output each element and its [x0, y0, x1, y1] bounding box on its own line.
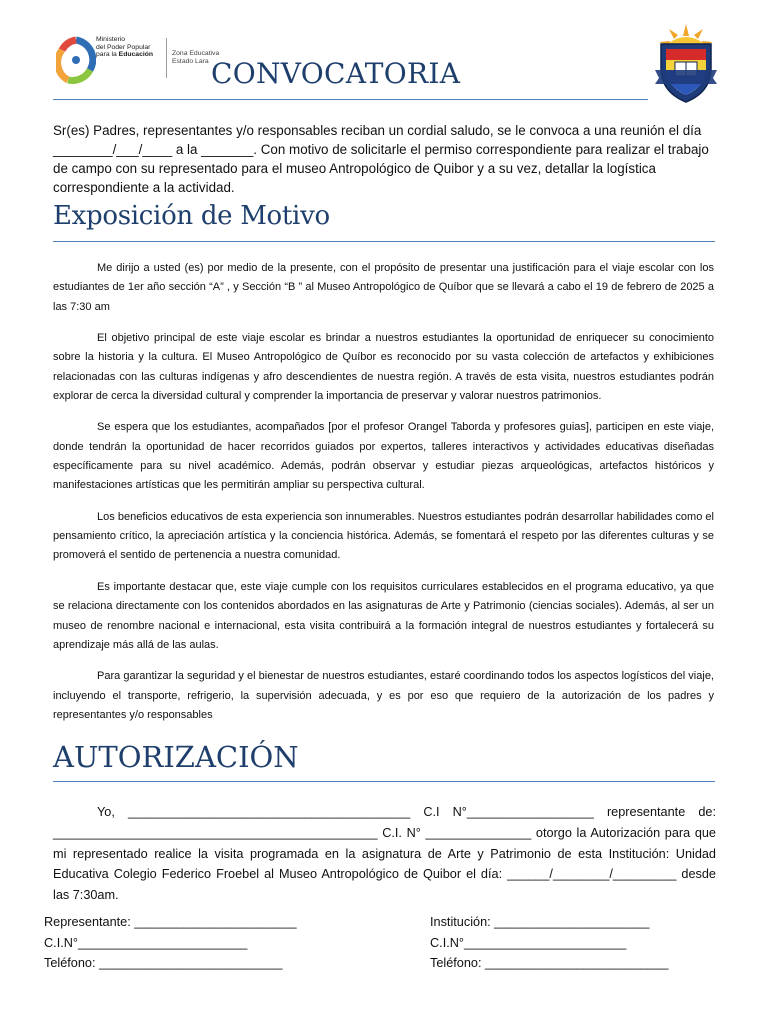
school-crest-icon — [651, 22, 721, 104]
representante-telefono-field[interactable]: Teléfono: __________________________ — [44, 956, 283, 971]
signature-block-left — [44, 912, 297, 974]
representante-field[interactable]: Representante: _______________________ — [44, 915, 297, 929]
ministry-line-1: Ministerio — [96, 36, 126, 43]
exposicion-paragraph-5: Es importante destacar que, este viaje cumple con los requisitos curriculares establecidos en el programa educativo, ya que se relaciona directamente con los contenidos abordados en las asignaturas de Arte y Patrimonio (ciencias sociales). Además, al ser un museo de renombre nacional e internacional, esta visita contribuirá a la formación integral de nuestros estudiantes y fortalecerá su aprendizaje más allá de las aulas. — [53, 580, 714, 651]
school-crest-graphic — [651, 22, 721, 104]
exposicion-paragraph-4: Los beneficios educativos de esta experiencia son innumerables. Nuestros estudiantes podrán desarrollar habilidades como el pensamiento crítico, la apreciación artística y la conciencia histórica. Además, se fomentará el respeto por las diferentes culturas y se promoverá el sentido de pertenencia a nuestra comunidad. — [53, 510, 714, 562]
exposicion-paragraph-2: El objetivo principal de este viaje escolar es brindar a nuestros estudiantes la oportunidad de enriquecer su conocimiento sobre la historia y la cultura. El Museo Antropológico de Quíbor es reconocido por su vasta colección de artefactos y exhibiciones relacionadas con las culturas indígenas y afro descendientes de nuestra región. A través de esta visita, nuestros estudiantes podrán explorar de cerca la diversidad cultural y comprender la importancia de preservar y valorar nuestros patrimonios. — [53, 332, 714, 402]
ministry-line-3-prefix: para la — [96, 51, 119, 59]
autorizacion-paragraph — [53, 802, 716, 906]
ministry-name — [96, 36, 153, 59]
title-underline — [53, 99, 648, 100]
ministry-of-education-logo — [56, 34, 220, 94]
exposicion-underline — [53, 241, 715, 242]
ministry-line-3-bold: Educación — [118, 51, 154, 59]
ministry-line-2: del Poder Popular — [96, 43, 151, 51]
representante-ci-field[interactable]: C.I.N°________________________ — [44, 935, 248, 950]
document-header — [0, 0, 768, 112]
ministry-emblem-icon — [56, 34, 96, 94]
exposicion-paragraph-6: Para garantizar la seguridad y el bienestar de nuestros estudiantes, estaré coordinando todos los aspectos logísticos del viaje, incluyendo el transporte, refrigerio, la supervisión adecuada, y es por eso que requiero de la autorización de los padres y representantes y/o responsables — [53, 670, 714, 721]
autorizacion-underline — [53, 781, 715, 782]
exposicion-body — [53, 259, 714, 725]
institucion-ci-field[interactable]: C.I.N°_______________________ — [430, 935, 627, 950]
institucion-telefono-field[interactable]: Teléfono: __________________________ — [430, 956, 669, 971]
exposicion-heading: Exposición de Motivo — [53, 201, 330, 231]
zone-line-2: Estado Lara — [172, 57, 209, 65]
ministry-line-3 — [96, 51, 153, 59]
document-title: CONVOCATORIA — [211, 57, 461, 90]
logo-divider — [166, 38, 167, 78]
autorizacion-heading: AUTORIZACIÓN — [53, 740, 299, 774]
exposicion-paragraph-1: Me dirijo a usted (es) por medio de la presente, con el propósito de presentar una justificación para el viaje escolar con los estudiantes de 1er año sección “A” , y Sección “B ” al Museo Antropológico de Quíbor que se llevará a cabo el 19 de febrero de 2025 a las 7:30 am — [53, 262, 714, 313]
exposicion-paragraph-3: Se espera que los estudiantes, acompañados [por el profesor Orangel Taborda y profesores guias], participen en este viaje, donde tendrán la oportunidad de hacer recorridos guiados por expertos, talleres interactivos y actividades educativas diseñadas específicamente para su nivel académico. Además, podrán observar y estudiar piezas arqueológicas, artefactos históricos y manifestaciones artísticas que les permitirán ampliar su perspectiva cultural. — [53, 421, 714, 492]
signature-block-right — [430, 912, 668, 974]
autorizacion-text: Yo, ________________________________________ C.I N°__________________ representante de: ______________________________________________ C.I. N° _______________ otorgo la Autorización para que mi representado realice la visita programada en la asignatura de Arte y Patrimonio de esta Institución: Unidad Educativa Colegio Federico Froebel al Museo Antropológico de Quibor el día: ______/________/_________ desde las 7:30am. — [53, 805, 716, 903]
zone-line-1: Zona Educativa — [172, 50, 220, 57]
institucion-field[interactable]: Institución: ______________________ — [430, 915, 650, 929]
intro-paragraph: Sr(es) Padres, representantes y/o responsables reciban un cordial saludo, se le convoca a una reunión el día ________/___/____ a la _______. Con motivo de solicitarle el permiso correspondiente para realizar el trabajo de campo con su representado para el museo Antropológico de Quibor y a su vez, detallar la logística correspondiente a la actividad. — [53, 123, 709, 195]
